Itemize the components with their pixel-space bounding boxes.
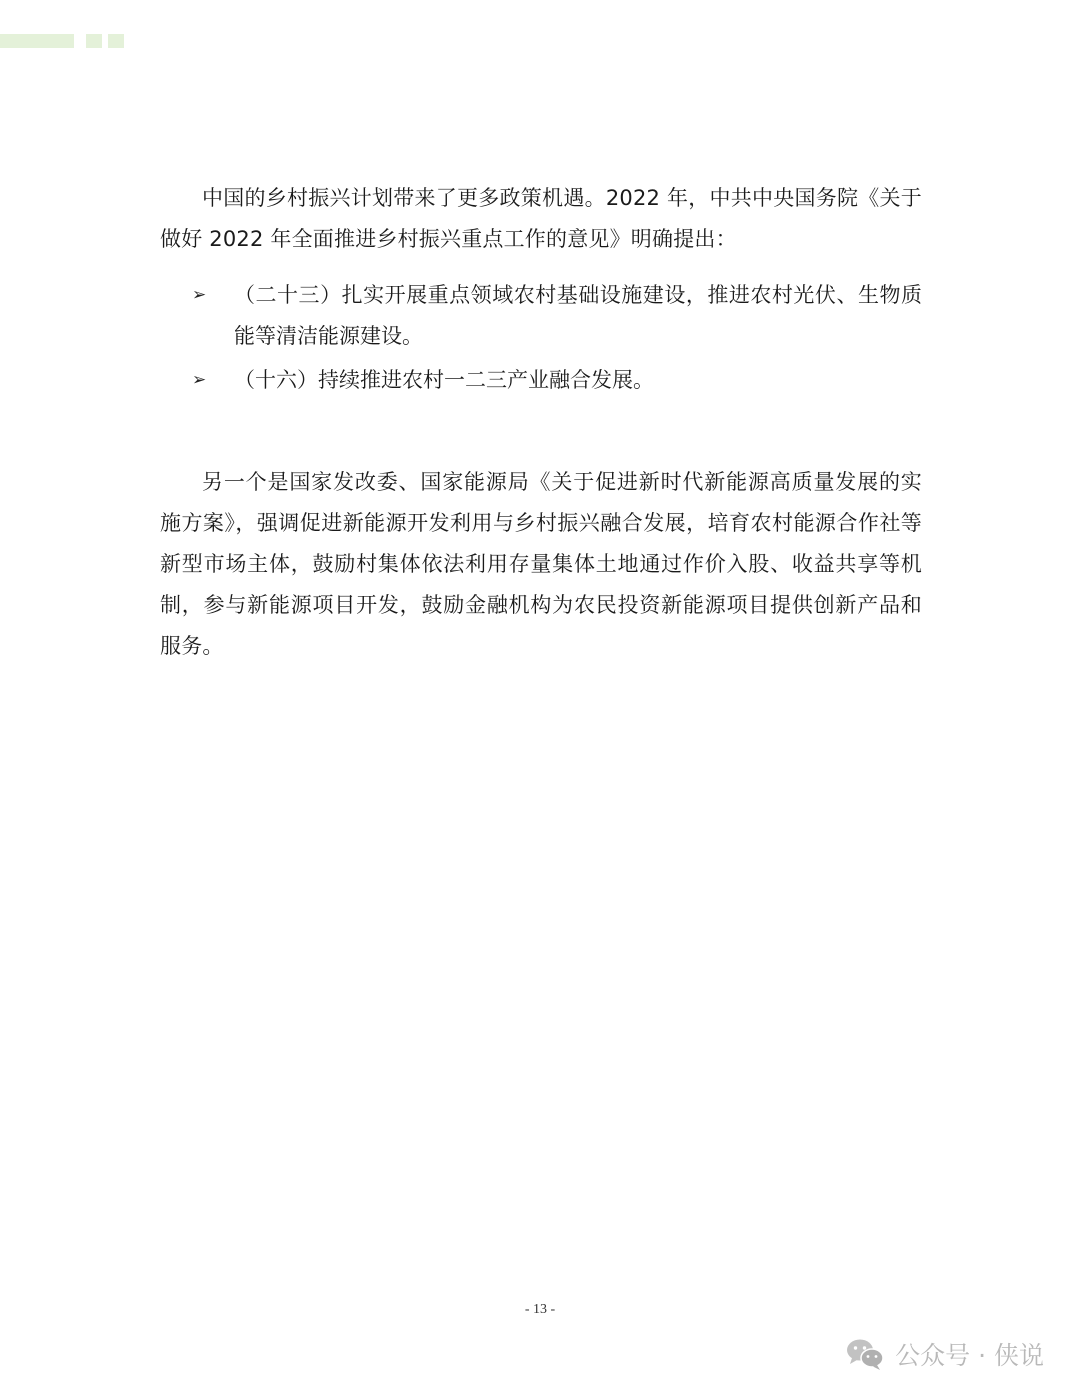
header-decoration-square	[108, 34, 124, 48]
bullet-item	[160, 360, 922, 401]
policy-bullet-list	[160, 275, 922, 404]
paragraph-energy-plan: 另一个是国家发改委、国家能源局《关于促进新时代新能源高质量发展的实施方案》，强调促进新能源开发利用与乡村振兴融合发展，培育农村能源合作社等新型市场主体，鼓励村集体依法利用存量集体土地通过作价入股、收益共享等机制，参与新能源项目开发，鼓励金融机构为农民投资新能源项目提供创新产品和服务。	[160, 470, 922, 658]
watermark-text: 公众号 · 侠说	[895, 1341, 1044, 1370]
bullet-item	[160, 275, 922, 357]
watermark	[845, 1336, 1044, 1372]
bullet-text: （二十三）扎实开展重点领域农村基础设施建设，推进农村光伏、生物质能等清洁能源建设。	[234, 283, 922, 348]
bullet-text: （十六）持续推进农村一二三产业融合发展。	[234, 368, 654, 392]
header-decoration-square	[86, 34, 102, 48]
page-number: - 13 -	[524, 1302, 556, 1317]
bullet-arrow-icon: ➢	[192, 285, 207, 305]
header-decoration-bar	[0, 34, 74, 48]
paragraph-policy-intro: 中国的乡村振兴计划带来了更多政策机遇。2022 年，中共中央国务院《关于做好 2022 年全面推进乡村振兴重点工作的意见》明确提出：	[160, 186, 922, 251]
wechat-icon	[845, 1337, 885, 1371]
bullet-arrow-icon: ➢	[192, 370, 207, 390]
